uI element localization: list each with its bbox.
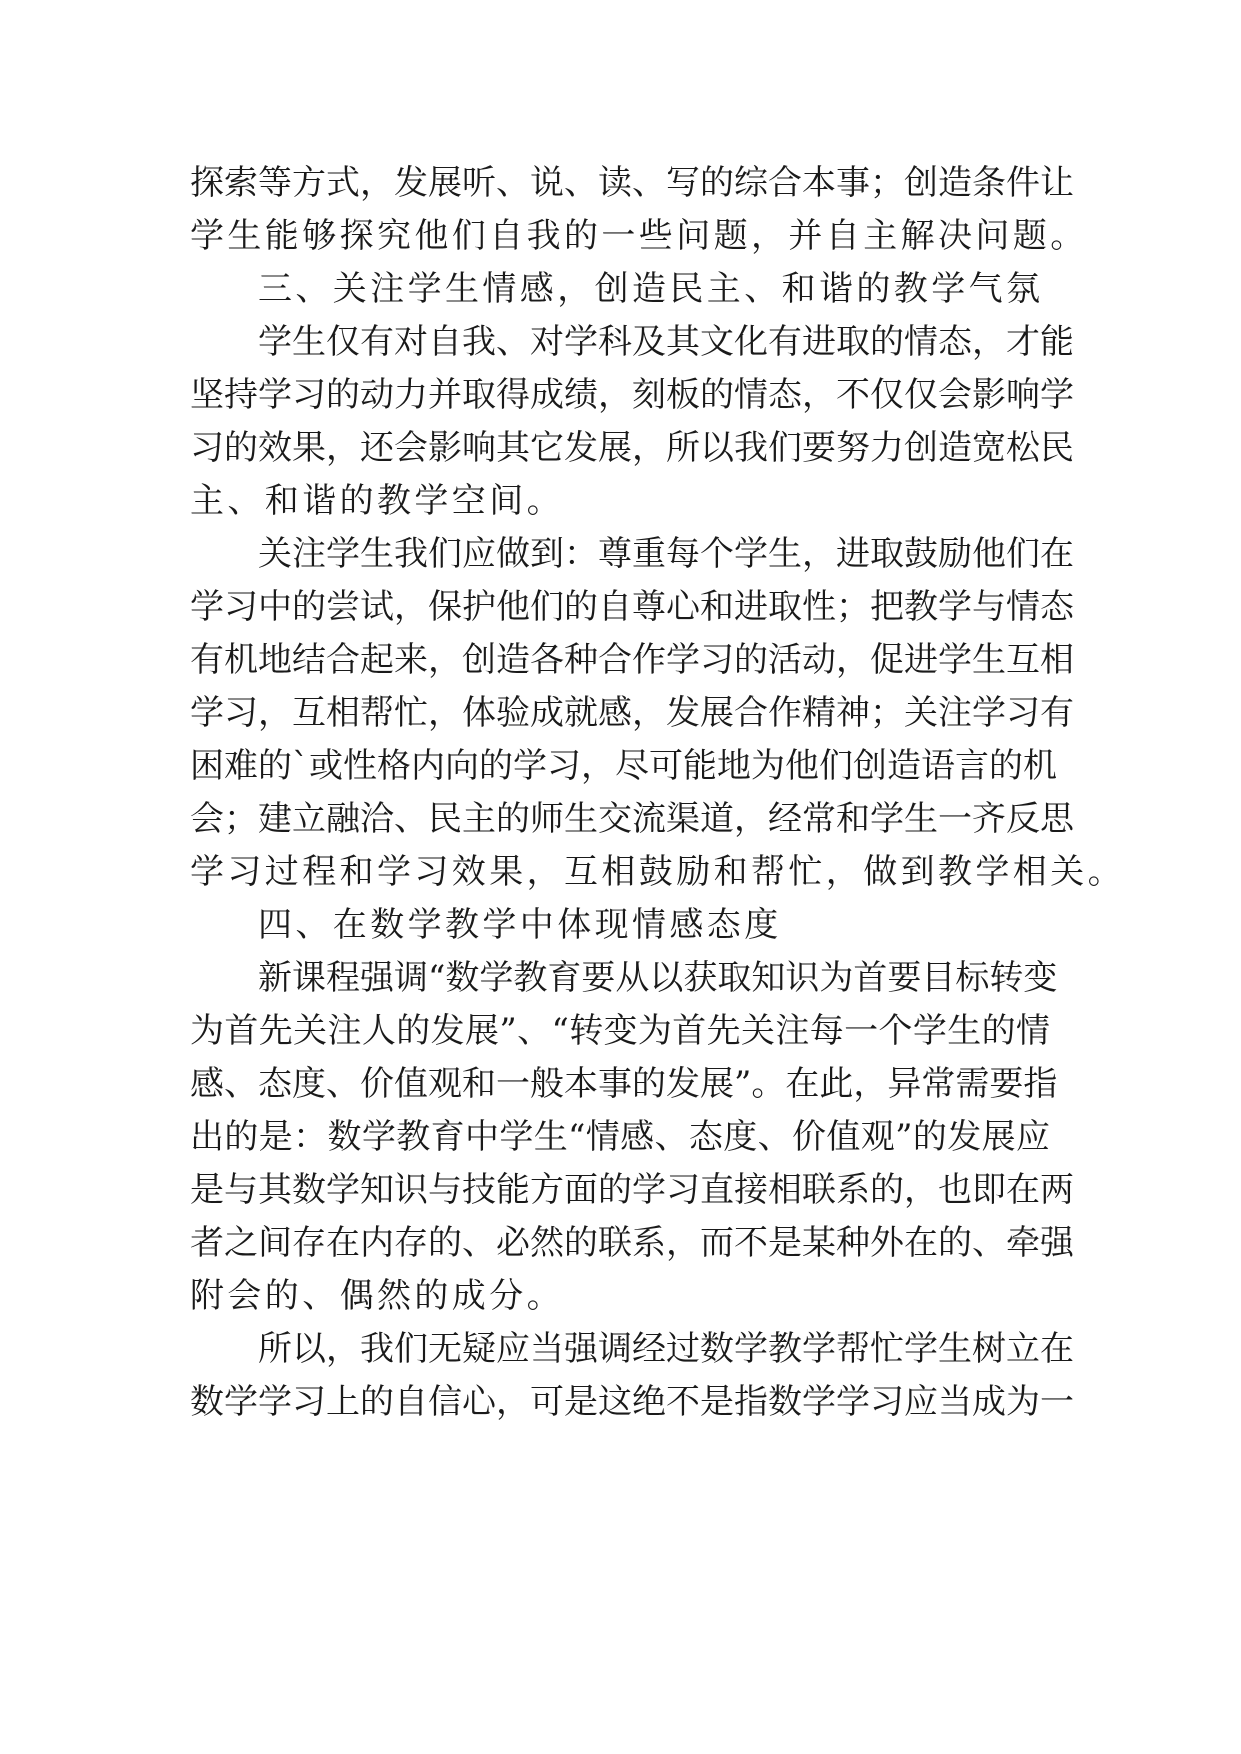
section-heading: 四、在数学教学中体现情感态度 — [258, 905, 782, 945]
text-line: 有机地结合起来，创造各种合作学习的活动，促进学生互相 — [190, 640, 1074, 680]
text-line: 关注学生我们应做到：尊重每个学生，进取鼓励他们在 — [258, 534, 1074, 574]
text-line: 学生能够探究他们自我的一些问题，并自主解决问题。 — [190, 216, 1088, 256]
text-line: 数学学习上的自信心，可是这绝不是指数学学习应当成为一 — [190, 1382, 1074, 1422]
text-line: 为首先关注人的发展”、“转变为首先关注每一个学生的情 — [190, 1011, 1050, 1051]
text-line: 学习过程和学习效果，互相鼓励和帮忙，做到教学相关。 — [190, 852, 1125, 892]
text-line: 习的效果，还会影响其它发展，所以我们要努力创造宽松民 — [190, 428, 1074, 468]
text-line: 者之间存在内存的、必然的联系，而不是某种外在的、牵强 — [190, 1223, 1074, 1263]
text-line: 会；建立融洽、民主的师生交流渠道，经常和学生一齐反思 — [190, 799, 1074, 839]
text-line: 学生仅有对自我、对学科及其文化有进取的情态，才能 — [258, 322, 1074, 362]
text-line: 坚持学习的动力并取得成绩，刻板的情态，不仅仅会影响学 — [190, 375, 1074, 415]
text-line: 学习，互相帮忙，体验成就感，发展合作精神；关注学习有 — [190, 693, 1074, 733]
text-line: 出的是：数学教育中学生“情感、态度、价值观”的发展应 — [190, 1117, 1050, 1157]
text-line: 学习中的尝试，保护他们的自尊心和进取性；把教学与情态 — [190, 587, 1074, 627]
text-line: 感、态度、价值观和一般本事的发展”。在此，异常需要指 — [190, 1064, 1058, 1104]
text-line: 是与其数学知识与技能方面的学习直接相联系的，也即在两 — [190, 1170, 1074, 1210]
text-line: 主、和谐的教学空间。 — [190, 481, 564, 521]
text-line: 探索等方式，发展听、说、读、写的综合本事；创造条件让 — [190, 163, 1074, 203]
text-line: 附会的、偶然的成分。 — [190, 1276, 564, 1316]
section-heading: 三、关注学生情感，创造民主、和谐的教学气氛 — [258, 269, 1044, 309]
text-line: 困难的`或性格内向的学习，尽可能地为他们创造语言的机 — [190, 746, 1057, 786]
text-line: 所以，我们无疑应当强调经过数学教学帮忙学生树立在 — [258, 1329, 1074, 1369]
text-line: 新课程强调“数学教育要从以获取知识为首要目标转变 — [258, 958, 1058, 998]
